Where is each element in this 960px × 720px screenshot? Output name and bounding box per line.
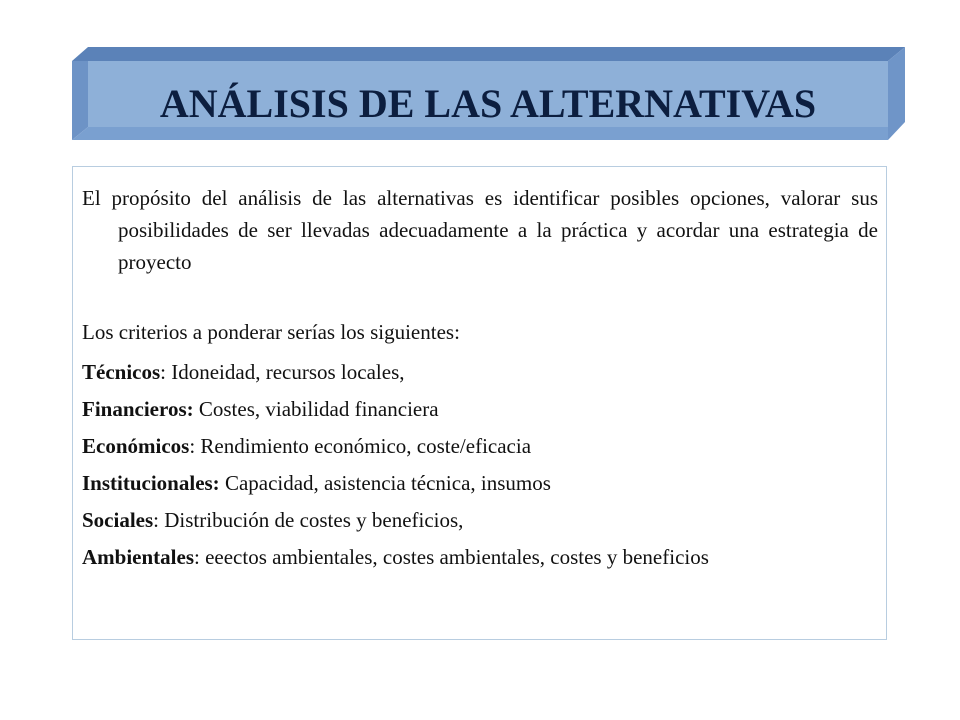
content-box (72, 166, 887, 640)
criterion-text: Costes, viabilidad financiera (193, 397, 439, 421)
criterion-tecnicos (82, 354, 878, 391)
page-title: ANÁLISIS DE LAS ALTERNATIVAS (159, 81, 817, 126)
criteria-heading: Los criterios a ponderar serías los siguientes: (82, 320, 460, 344)
criterion-institucionales (82, 465, 878, 502)
criterion-text: : Rendimiento económico, coste/eficacia (189, 434, 532, 458)
criterion-label: Institucionales: (82, 471, 220, 495)
criterion-label: Sociales (82, 508, 154, 532)
criterion-text: : eeectos ambientales, costes ambientales, costes y beneficios (194, 545, 709, 569)
criterion-economicos (82, 428, 878, 465)
criterion-text: : Idoneidad, recursos locales, (160, 360, 405, 384)
intro-paragraph: El propósito del análisis de las alternativas es identificar posibles opciones, valorar sus posibilidades de ser llevadas adecuadamente a la práctica y acordar una estrategia de proyecto (82, 186, 878, 274)
criterion-ambientales (82, 539, 878, 576)
criterion-text: Capacidad, asistencia técnica, insumos (219, 471, 551, 495)
criterion-label: Técnicos (82, 360, 161, 384)
criterion-label: Económicos (82, 434, 190, 458)
criterion-label: Financieros: (82, 397, 194, 421)
criterion-text: : Distribución de costes y beneficios, (153, 508, 464, 532)
criterion-label: Ambientales (82, 545, 194, 569)
criteria-list (82, 354, 878, 576)
criterion-financieros (82, 391, 878, 428)
title-banner (0, 0, 960, 160)
criterion-sociales (82, 502, 878, 539)
